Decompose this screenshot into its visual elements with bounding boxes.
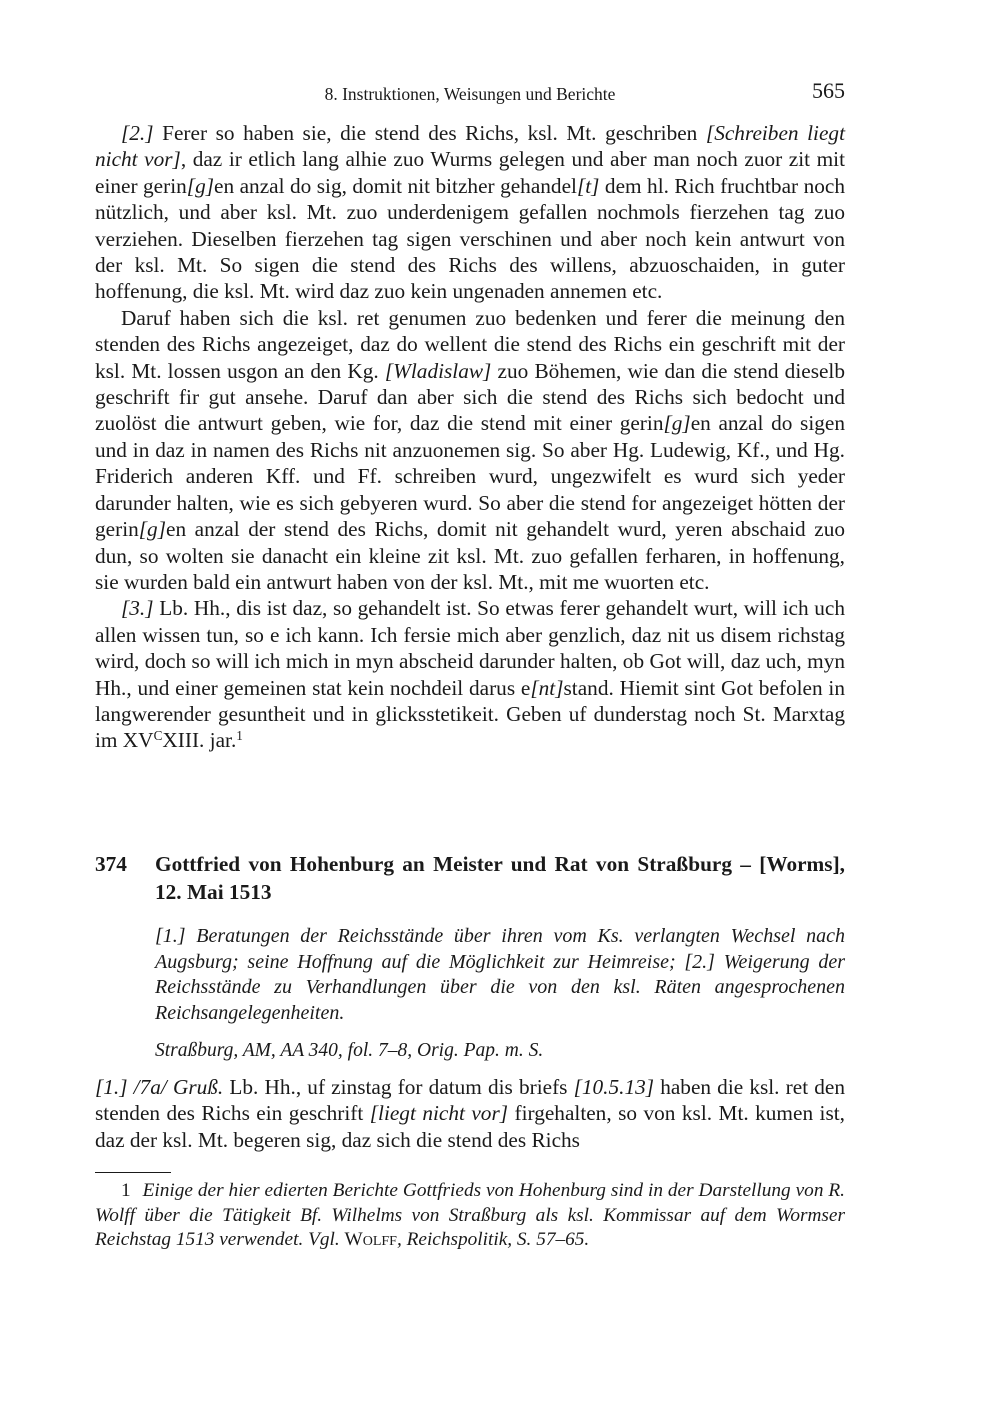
footnote-1 <box>95 1179 845 1253</box>
text-run: Daruf haben sich die ksl. ret genumen zuo bedenken und ferer die meinung den stenden des Richs angezeiget, daz do wellent die stend des Richs ein geschrift mit der ksl. Mt. lossen usgon an den Kg. <box>95 305 845 383</box>
section-marker: [2.] <box>121 121 154 145</box>
document-number: 374 <box>95 852 127 876</box>
document-title: Gottfried von Hohenburg an Meister und Rat von Straßburg – [Worms], 12. Mai 1513 <box>155 852 845 904</box>
text-run: firgehalten, so von ksl. Mt. kumen ist, daz der ksl. Mt. begeren sig, daz sich die stend des Richs <box>95 1101 845 1152</box>
paragraph-daruf <box>95 305 845 595</box>
editorial-insertion: [g] <box>663 411 691 436</box>
footnote-mark: 1 <box>121 1180 131 1201</box>
editorial-note: [Wladislaw] <box>384 358 492 383</box>
text-run: Lb. Hh., uf zinstag for datum dis briefs <box>223 1075 574 1099</box>
editorial-insertion: [nt] <box>530 675 564 700</box>
regest: [1.] Beratungen der Reichsstände über ihren vom Ks. verlangten Wechsel nach Augsburg; seine Hoffnung auf die Möglichkeit zur Heimreise; [2.] Weigerung der Reichsstände zu Verhandlungen über die von den ksl. Räten angesprochenen Reichsangelegenheiten. <box>155 925 845 1024</box>
section-marker: [1.] /7a/ Gruß. <box>95 1075 224 1099</box>
superscript-c: C <box>153 728 163 744</box>
main-text-section-2 <box>95 1074 845 1153</box>
author-name: Wolff <box>344 1229 397 1250</box>
text-run: en anzal do sigen und in daz in namen des Richs nit anzuonemen sig. So aber Hg. Ludewig, Kf., und Hg. Friderich anderen Kff. und Ff. schreiben wurd, ungezwifelt es wurd sich yeder darunder halten, wie es sich gebyeren wurd. So aber die stend for angezeiget hötten der gerin <box>95 411 845 542</box>
editorial-note: [liegt nicht vor] <box>369 1101 509 1126</box>
text-run: XIII. jar. <box>162 728 237 753</box>
text-run: stand. Hiemit sint Got befolen in langwerender gesuntheit und in glicksstetikeit. Geben uf dunderstag noch St. Marxtag im XV <box>95 675 845 753</box>
section-marker: [3.] <box>121 596 154 621</box>
footnote-separator <box>95 1172 171 1173</box>
text-run: en anzal do sig, domit nit bitzher gehandel <box>214 173 577 198</box>
text-run: dem hl. Rich fruchtbar noch nützlich, und aber ksl. Mt. zuo underdenigem gefallen nochmols fierzehen tag zuo verziehen. Dieselben fierzehen tag sigen verschinen und aber noch kein antwurt von der ksl. Mt. So sigen die stend des Richs des willens, abzuoschaiden, in guter hoffenung, die ksl. Mt. wird daz zuo kein ungenaden annemen etc. <box>95 173 845 304</box>
paragraph-2 <box>95 120 845 305</box>
main-text-section-1 <box>95 120 845 754</box>
footnote-text: , Reichspolitik, S. 57–65. <box>396 1229 590 1250</box>
text-run: haben die ksl. ret den stenden des Richs ein geschrift <box>95 1075 845 1126</box>
footnote-text: Einige der hier edierten Berichte Gottfrieds von Hohenburg sind in der Darstellung von R. Wolff über die Tätigkeit Bf. Wilhelms von Straßburg als ksl. Kommissar auf dem Wormser Reichstag 1513 verwendet. Vgl. <box>95 1180 845 1250</box>
paragraph-1 <box>95 1074 845 1153</box>
editorial-note: [Schreiben liegt nicht vor] <box>95 121 845 172</box>
date-note: [10.5.13] <box>573 1075 655 1099</box>
editorial-insertion: [t] <box>576 173 600 198</box>
footnote-reference[interactable]: 1 <box>236 728 243 744</box>
text-run: , daz ir etlich lang alhie zuo Wurms gelegen und aber man noch zuor zit mit einer gerin <box>95 147 846 198</box>
editorial-insertion: [g] <box>138 517 166 542</box>
running-title: 8. Instruktionen, Weisungen und Berichte <box>324 84 616 104</box>
editorial-insertion: [g] <box>186 173 215 198</box>
document-heading <box>95 850 845 906</box>
paragraph-3 <box>95 595 845 753</box>
text-run: Lb. Hh., dis ist daz, so gehandelt ist. So etwas ferer gehandelt wurt, will ich uch allen wissen tun, so e ich kann. Ich fersie mich aber genzlich, daz nit us disem richstag wird, doch so will ich mich in myn abscheid darunder halten, ob Got will, daz uch, myn Hh., und einer gemeinen stat kein nochdeil darus e <box>95 596 845 700</box>
text-run: Ferer so haben sie, die stend des Richs, ksl. Mt. geschriben <box>153 121 706 145</box>
source-citation: Straßburg, AM, AA 340, fol. 7–8, Orig. Pap. m. S. <box>155 1040 544 1061</box>
footnote <box>95 1179 845 1253</box>
text-run: en anzal der stend des Richs, domit nit gehandelt wurd, yeren abschaid zuo dun, so wolten sie danacht ein kleine zit ksl. Mt. zuo gefallen ferharen, in hoffenung, sie wurden bald ein antwurt haben von der ksl. Mt., mit me wuorten etc. <box>95 517 845 594</box>
running-head <box>95 78 845 108</box>
text-run: zuo Böhemen, wie dan die stend dieselb geschrift fir gut ansehe. Daruf dan aber sich die stend des Richs sich bedocht und zuolöst die antwurt geben, wie for, daz die stend mit einer gerin <box>95 358 846 436</box>
page-number: 565 <box>812 78 845 103</box>
